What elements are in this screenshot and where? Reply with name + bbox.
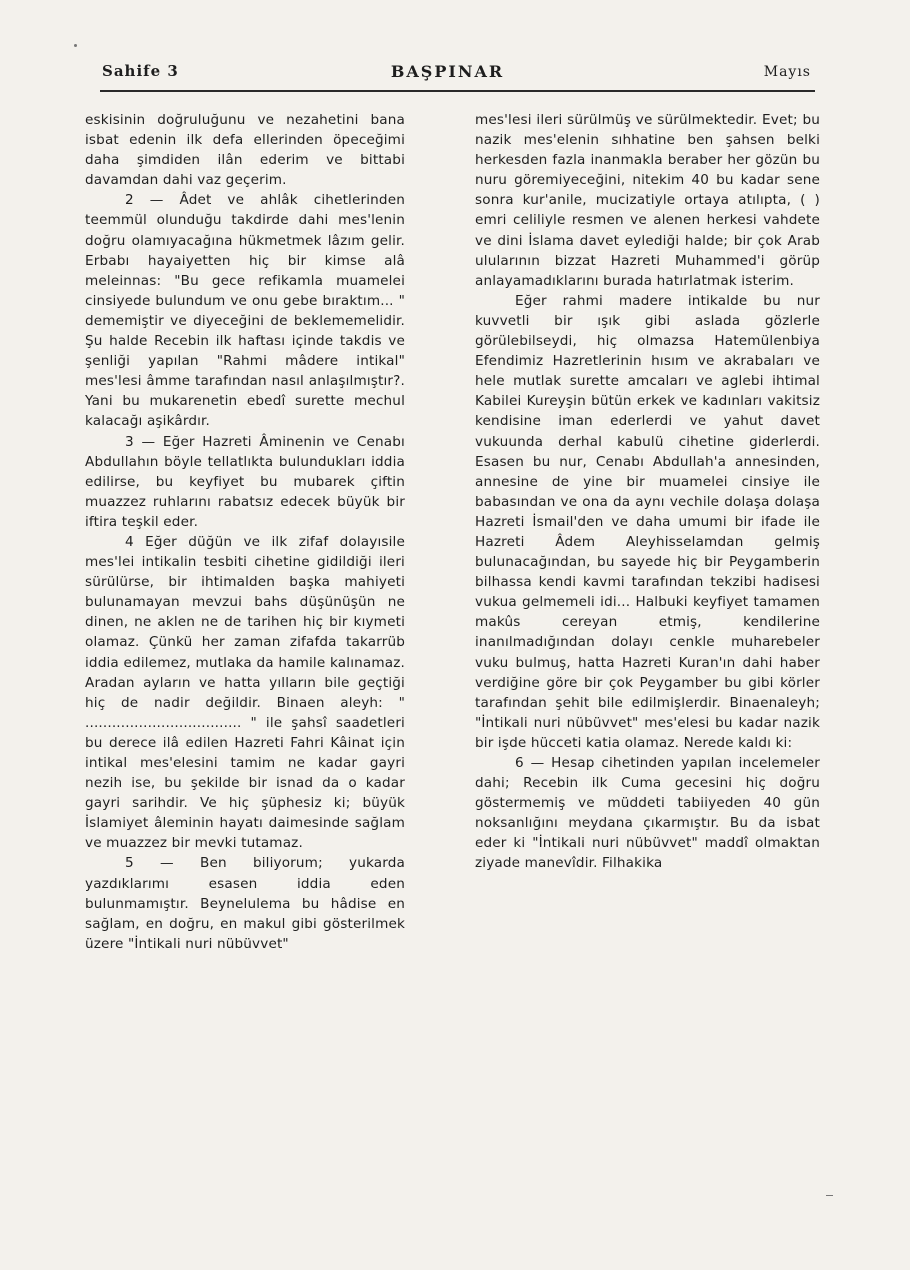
header-rule xyxy=(100,90,815,92)
paragraph-continuation: eskisinin doğruluğunu ve nezahetini bana isbat edenin ilk defa ellerinden öpeceğimi daha şimdiden ilân ederim ve bittabi davamdan dahi vaz geçerim. xyxy=(85,112,405,189)
paragraph-nur-argument: Eğer rahmi madere intikalde bu nur kuvvetli bir ışık gibi aslada gözlerle görülebilseydi, hiç olmazsa Hatemülenbiya Efendimiz Hazretlerinin hısım ve akrabaları ve hele mutlak surette amcaları ve aglebi ihtimal Kabilei Kureyşin bütün erkek ve kadınları vakitsiz kendisine iman ederlerdi ve yahut davet vukuunda derhal kabulü cihetine giderlerdi. Esasen bu nur, Cenabı Abdullah'a annesinden, annesine de yine bir muamelei cinsiye ile babasından ve ona da aynı vechile dolaşa dolaşa Hazreti İsmail'den ve daha umumi bir ifade ile Hazreti Âdem Aleyhisselamdan gelmiş bulunacağından, bu sayede hiç bir Peygamberin bilhassa kendi kavmi tarafından tekzibi hadisesi vukua gelmemeli idi... Halbuki keyfiyet tamamen makûs cereyan etmiş, kendilerine inanılmadığından dolayı cenkle muharebeler vuku bulmuş, hatta Hazreti Kuran'ın dahi haber verdiğine göre bir çok Peygamber bu gibi körler tarafından şehit bile edilmişlerdir. Binaenaleyh; "İntikali nuri nübüvvet" mes'elesi bu kadar nazik bir işde hücceti katia olamaz. Nerede kaldı ki: xyxy=(475,292,820,751)
page-header xyxy=(80,58,815,92)
right-column xyxy=(475,110,820,874)
paragraph-point-4: 4 Eğer düğün ve ilk zifaf dolayısile mes'lei intikalin tesbiti cihetine gidildiği ileri sürülürse, bir ihtimalden başka mahiyeti bulunamayan mevzui bahs düşünüşün ne dinen, ne aklen ne de tarihen hiç bir kıymeti olamaz. Çünkü her zaman zifafda takarrüb iddia edilemez, mutlaka da hamile kalınamaz. Aradan ayların ve hatta yılların bile geçtiği hiç de nadir değildir. Binaen aleyh: " ................................... " ile şahsî saadetleri bu derece ilâ edilen Hazreti Fahri Kâinat için intikal mes'elesini tamim ne kadar gayri nezih ise, bu şekilde bir isnad da o kadar gayri sarihdir. Ve hiç şüphesiz ki; büyük İslamiyet âleminin hayatı daimesinde sağlam ve muazzez bir mevki tutamaz. xyxy=(85,533,405,852)
issue-month: Mayıs xyxy=(763,64,811,80)
newspaper-title: BAŞPINAR xyxy=(390,62,505,81)
paragraph-point-3: 3 — Eğer Hazreti Âminenin ve Cenabı Abdullahın böyle tellatlıkta bulundukları iddia edilirse, bu keyfiyet bu mubarek çiftin muazzez ruhlarını rabatsız edecek büyük bir iftira teşkil eder. xyxy=(85,433,405,530)
paragraph-point-6: 6 — Hesap cihetinden yapılan incelemeler dahi; Recebin ilk Cuma gecesini hiç doğru göstermemiş ve müddeti tabiiyeden 40 gün noksanlığını meydana çıkarmıştır. Bu da isbat eder ki "İntikali nuri nübüvvet" maddî olmaktan ziyade manevîdir. Filhakika xyxy=(475,755,820,872)
left-column xyxy=(85,110,405,954)
paragraph-continuation: mes'lesi ileri sürülmüş ve sürülmektedir. Evet; bu nazik mes'elenin sıhhatine ben şahsen belki herkesden fazla inanmakla beraber her gözün bu nuru göremiyeceğini, nitekim 40 bu kadar sene sonra kur'anile, mucizatiyle ortaya atılıpta, ( ) emri celiliyle resmen ve alenen herkesi vahdete ve dini İslama davet eylediği halde; bir çok Arab ulularının bizzat Hazreti Muhammed'i görüp anlayamadıklarını burada hatırlatmak isterim. xyxy=(475,112,820,289)
paragraph-point-5: 5 — Ben biliyorum; yukarda yazdıklarımı esasen iddia eden bulunmamıştır. Beynelulema bu hâdise en sağlam, en doğru, en makul gibi gösterilmek üzere "İntikali nuri nübüvvet" xyxy=(85,855,405,952)
page-number-label: Sahife 3 xyxy=(102,62,179,80)
paragraph-point-2: 2 — Âdet ve ahlâk cihetlerinden teemmül olunduğu takdirde dahi mes'lenin doğru olamıyacağına hükmetmek lâzım gelir. Erbabı hayaiyetten hiç bir kimse alâ meleinnas: "Bu gece refikamla muamelei cinsiyede bulundum ve onu gebe bıraktım... " dememiştir ve diyeceğini de beklememelidir. Şu halde Recebin ilk haftası içinde takdis ve şenliği yapılan "Rahmi mâdere intikal" mes'lesi âmme tarafından nasıl anlaşılmıştır?. Yani bu mukarenetin ebedî surette mechul kalacağı aşikârdır. xyxy=(85,192,405,430)
print-mark xyxy=(826,1195,833,1196)
print-speck xyxy=(74,44,77,47)
